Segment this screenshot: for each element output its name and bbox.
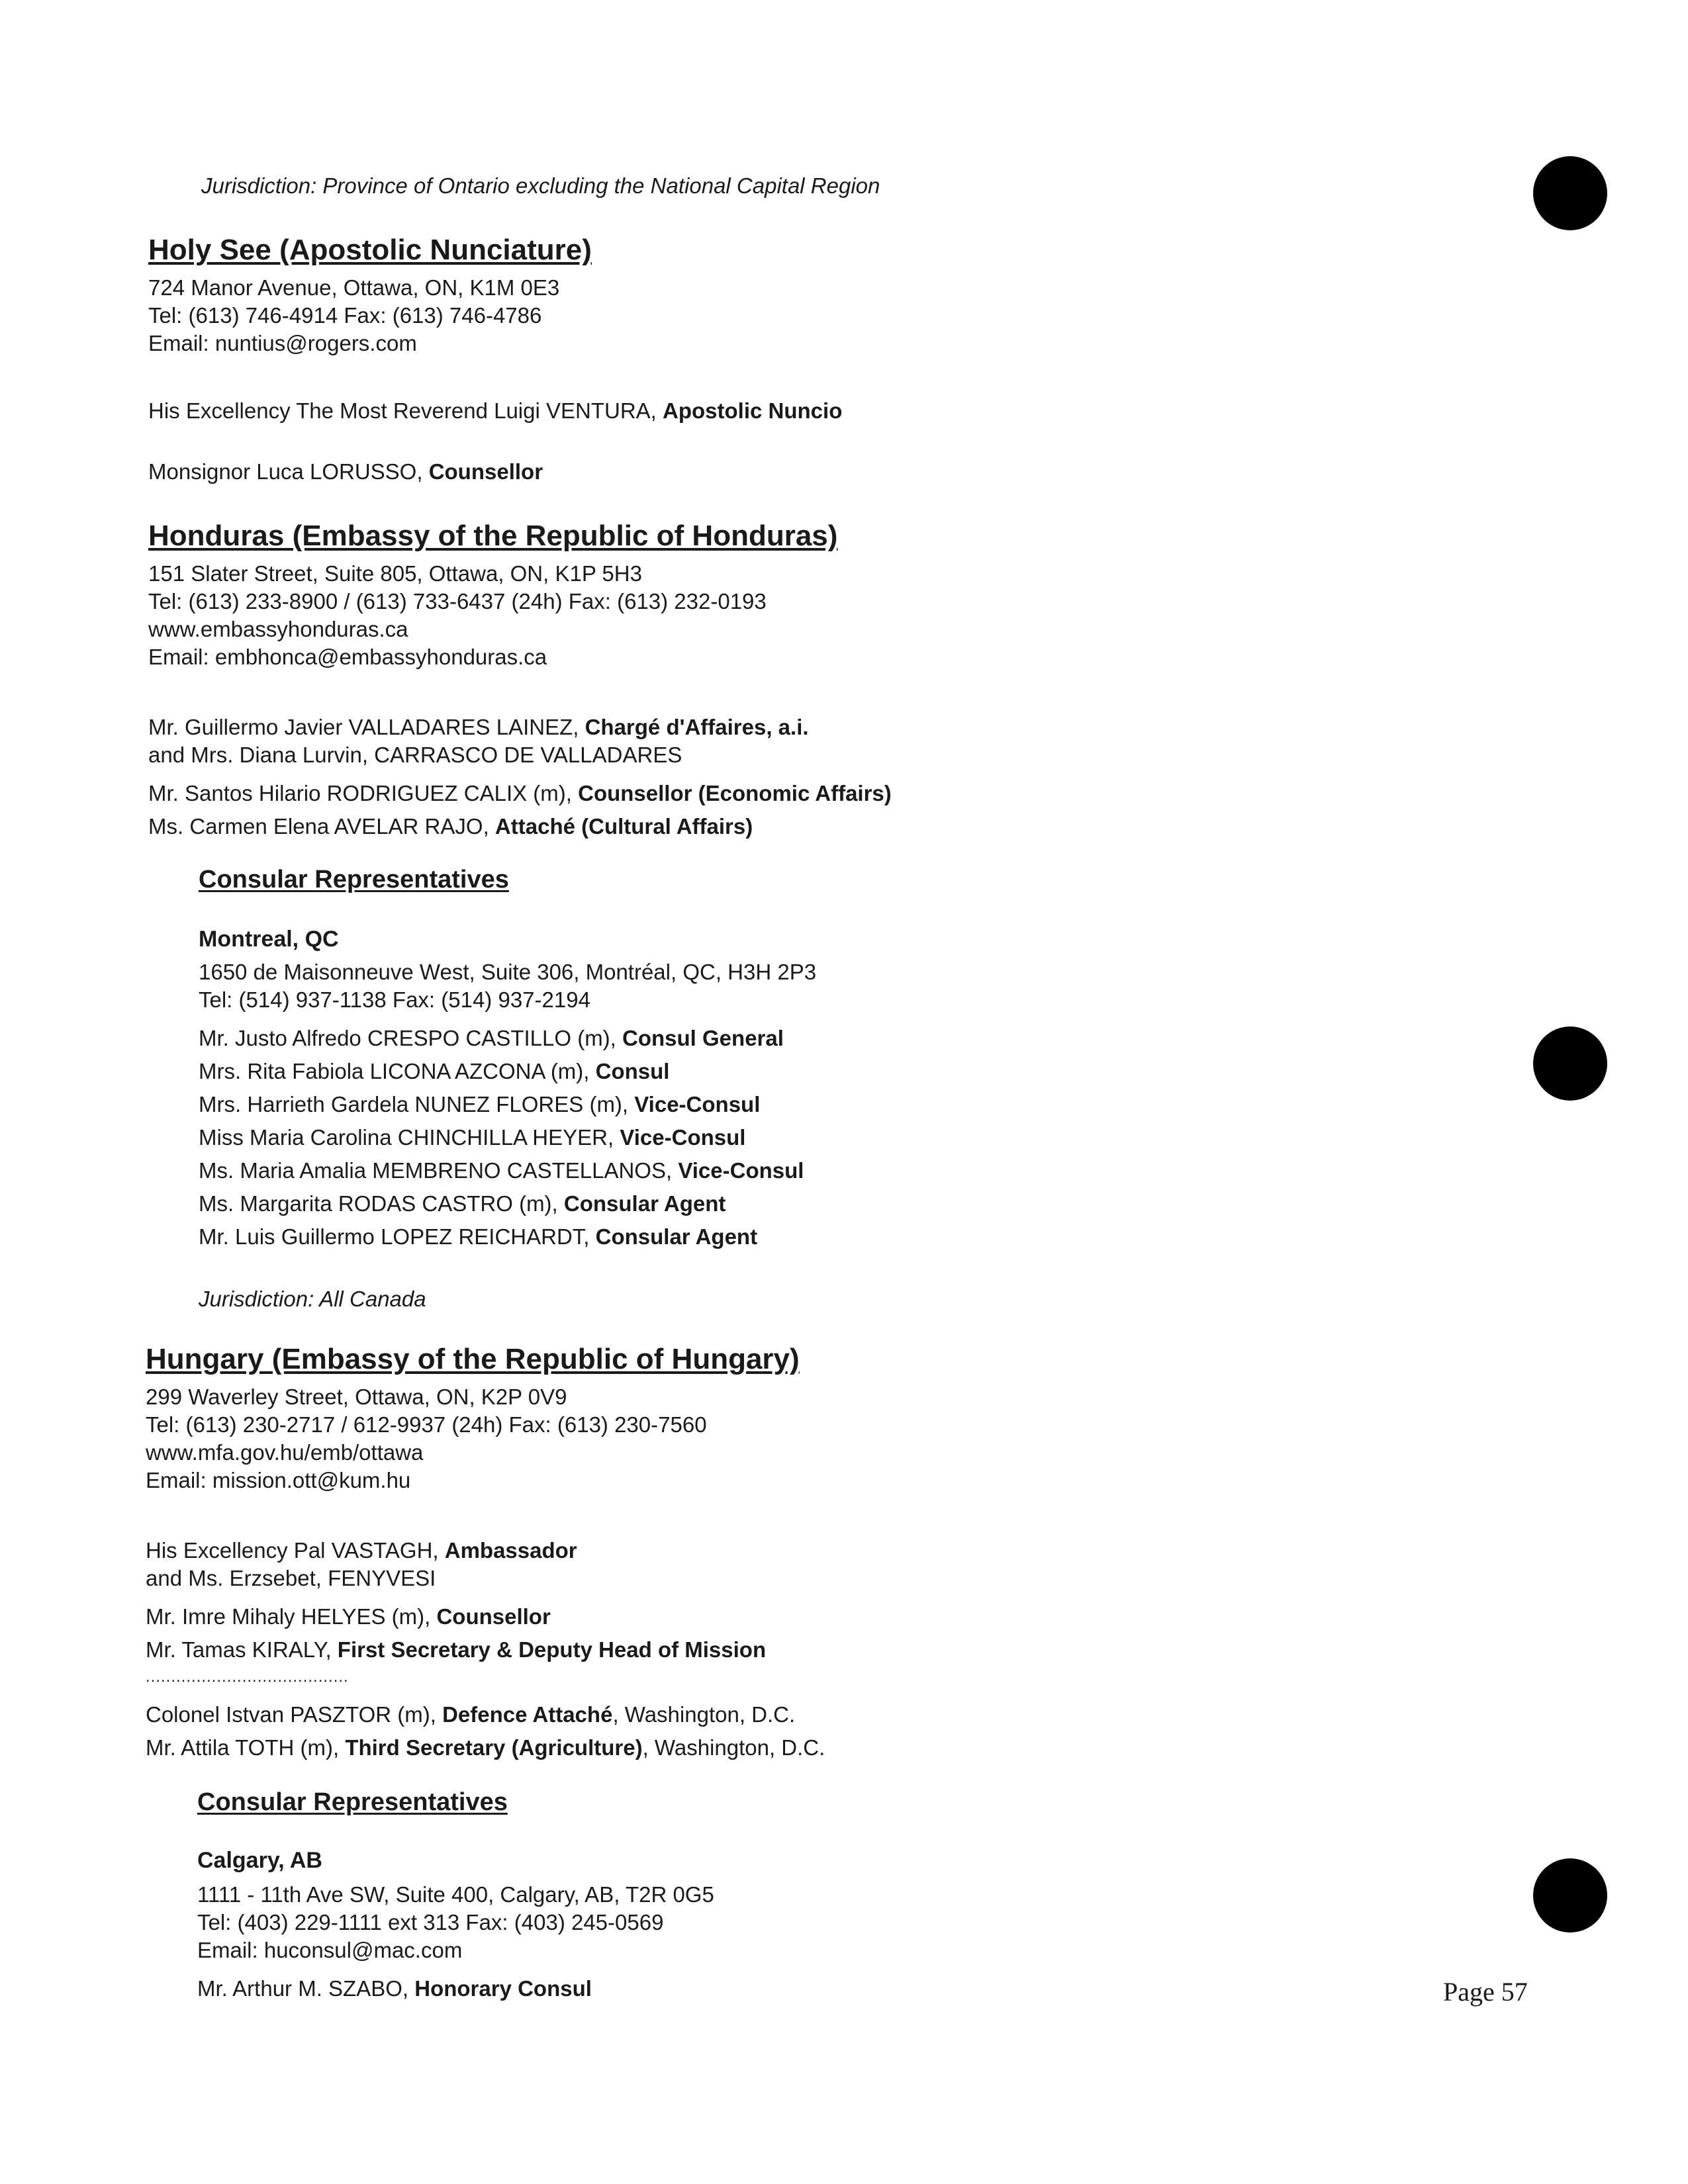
binder-hole-bottom: [1533, 1858, 1607, 1933]
honduras-consulate-jurisdiction: Jurisdiction: All Canada: [199, 1287, 426, 1311]
staff-name: Mr. Attila TOTH (m),: [146, 1735, 346, 1760]
staff-name: Mr. Arthur M. SZABO,: [197, 1976, 415, 2001]
staff-name: His Excellency The Most Reverend Luigi VENTURA,: [148, 398, 663, 423]
staff-title: Defence Attaché: [442, 1702, 613, 1727]
staff-name: Mr. Justo Alfredo CRESPO CASTILLO (m),: [199, 1026, 623, 1050]
honduras-consulate-address: 1650 de Maisonneuve West, Suite 306, Montréal, QC, H3H 2P3: [199, 960, 817, 984]
hungary-consulate-staff-row: [197, 1978, 592, 1999]
honduras-staff-row: [148, 782, 892, 804]
staff-title: Honorary Consul: [414, 1976, 592, 2001]
binder-hole-top: [1533, 156, 1607, 230]
staff-title: Counsellor: [436, 1604, 551, 1629]
honduras-staff-row: [148, 744, 682, 766]
staff-title: Consular Agent: [563, 1191, 726, 1216]
binder-hole-middle: [1533, 1026, 1607, 1101]
honduras-consulate-staff-row: [199, 1093, 760, 1115]
hungary-staff-row: [146, 1567, 436, 1589]
staff-name: Mr. Santos Hilario RODRIGUEZ CALIX (m),: [148, 781, 579, 805]
hungary-staff-row: [146, 1606, 551, 1627]
hungary-email: Email: mission.ott@kum.hu: [146, 1468, 411, 1492]
staff-name: His Excellency Pal VASTAGH,: [146, 1538, 445, 1563]
staff-title: Ambassador: [444, 1538, 577, 1563]
staff-name: Mr. Guillermo Javier VALLADARES LAINEZ,: [148, 715, 585, 739]
holy-see-staff-row: [148, 461, 543, 482]
staff-name: Ms. Maria Amalia MEMBRENO CASTELLANOS,: [199, 1158, 679, 1183]
holy-see-tel: Tel: (613) 746-4914 Fax: (613) 746-4786: [148, 303, 542, 328]
staff-name: and Mrs. Diana Lurvin, CARRASCO DE VALLADARES: [148, 743, 682, 767]
staff-name: Ms. Margarita RODAS CASTRO (m),: [199, 1191, 564, 1216]
honduras-consular-heading: Consular Representatives: [199, 866, 509, 893]
staff-name: Mr. Luis Guillermo LOPEZ REICHARDT,: [199, 1224, 596, 1249]
honduras-heading: Honduras (Embassy of the Republic of Honduras): [148, 520, 838, 552]
staff-title: Counsellor: [428, 459, 543, 484]
honduras-web: www.embassyhonduras.ca: [148, 617, 408, 641]
hungary-web: www.mfa.gov.hu/emb/ottawa: [146, 1440, 424, 1465]
holy-see-address: 724 Manor Avenue, Ottawa, ON, K1M 0E3: [148, 275, 560, 300]
honduras-staff-row: [148, 716, 809, 738]
hungary-consulate-tel: Tel: (403) 229-1111 ext 313 Fax: (403) 245-0569: [197, 1910, 664, 1934]
hungary-consulate-city: Calgary, AB: [197, 1848, 322, 1873]
honduras-staff-row: [148, 815, 753, 837]
intro-jurisdiction: Jurisdiction: Province of Ontario excluding the National Capital Region: [201, 173, 880, 198]
holy-see-email: Email: nuntius@rogers.com: [148, 331, 417, 355]
hungary-separator: ........................................: [146, 1668, 349, 1686]
staff-location: , Washington, D.C.: [612, 1702, 796, 1727]
honduras-consulate-city: Montreal, QC: [199, 927, 339, 952]
staff-title: Counsellor (Economic Affairs): [578, 781, 892, 805]
staff-title: Consul: [595, 1059, 670, 1083]
honduras-consulate-tel: Tel: (514) 937-1138 Fax: (514) 937-2194: [199, 987, 590, 1012]
staff-title: Consul General: [622, 1026, 784, 1050]
hungary-staff-row: [146, 1737, 825, 1758]
hungary-tel: Tel: (613) 230-2717 / 612-9937 (24h) Fax: (613) 230-7560: [146, 1412, 707, 1437]
staff-name: Ms. Carmen Elena AVELAR RAJO,: [148, 814, 495, 839]
hungary-consulate-address: 1111 - 11th Ave SW, Suite 400, Calgary, AB, T2R 0G5: [197, 1882, 714, 1907]
honduras-tel: Tel: (613) 233-8900 / (613) 733-6437 (24h) Fax: (613) 232-0193: [148, 589, 767, 614]
staff-title: Apostolic Nuncio: [663, 398, 843, 423]
hungary-address: 299 Waverley Street, Ottawa, ON, K2P 0V9: [146, 1385, 567, 1409]
honduras-consulate-staff-row: [199, 1126, 745, 1148]
staff-title: Vice-Consul: [620, 1125, 746, 1150]
staff-title: Consular Agent: [595, 1224, 758, 1249]
hungary-staff-row: [146, 1704, 795, 1725]
honduras-consulate-staff-row: [199, 1160, 804, 1181]
page-number: Page 57: [1443, 1977, 1528, 2007]
holy-see-heading: Holy See (Apostolic Nunciature): [148, 234, 592, 266]
staff-title: Attaché (Cultural Affairs): [494, 814, 753, 839]
staff-name: Mr. Imre Mihaly HELYES (m),: [146, 1604, 437, 1629]
staff-name: Monsignor Luca LORUSSO,: [148, 459, 429, 484]
hungary-consulate-email: Email: huconsul@mac.com: [197, 1938, 463, 1962]
honduras-consulate-staff-row: [199, 1226, 757, 1248]
holy-see-staff-row: [148, 400, 842, 422]
honduras-consulate-staff-row: [199, 1193, 726, 1214]
staff-name: Mrs. Harrieth Gardela NUNEZ FLORES (m),: [199, 1092, 635, 1116]
staff-name: Colonel Istvan PASZTOR (m),: [146, 1702, 443, 1727]
staff-title: Third Secretary (Agriculture): [345, 1735, 643, 1760]
staff-name: and Ms. Erzsebet, FENYVESI: [146, 1566, 436, 1590]
staff-location: , Washington, D.C.: [642, 1735, 825, 1760]
hungary-heading: Hungary (Embassy of the Republic of Hungary): [146, 1343, 800, 1375]
honduras-consulate-staff-row: [199, 1027, 784, 1049]
staff-name: Miss Maria Carolina CHINCHILLA HEYER,: [199, 1125, 620, 1150]
honduras-address: 151 Slater Street, Suite 805, Ottawa, ON, K1P 5H3: [148, 561, 642, 586]
staff-title: Vice-Consul: [634, 1092, 761, 1116]
honduras-email: Email: embhonca@embassyhonduras.ca: [148, 645, 547, 669]
honduras-consulate-staff-row: [199, 1060, 669, 1082]
hungary-consular-heading: Consular Representatives: [197, 1788, 508, 1816]
staff-title: Chargé d'Affaires, a.i.: [585, 715, 809, 739]
staff-title: Vice-Consul: [678, 1158, 804, 1183]
staff-title: First Secretary & Deputy Head of Mission: [337, 1637, 767, 1662]
hungary-staff-row: [146, 1539, 577, 1561]
staff-name: Mrs. Rita Fabiola LICONA AZCONA (m),: [199, 1059, 596, 1083]
staff-name: Mr. Tamas KIRALY,: [146, 1637, 338, 1662]
hungary-staff-row: [146, 1639, 766, 1661]
